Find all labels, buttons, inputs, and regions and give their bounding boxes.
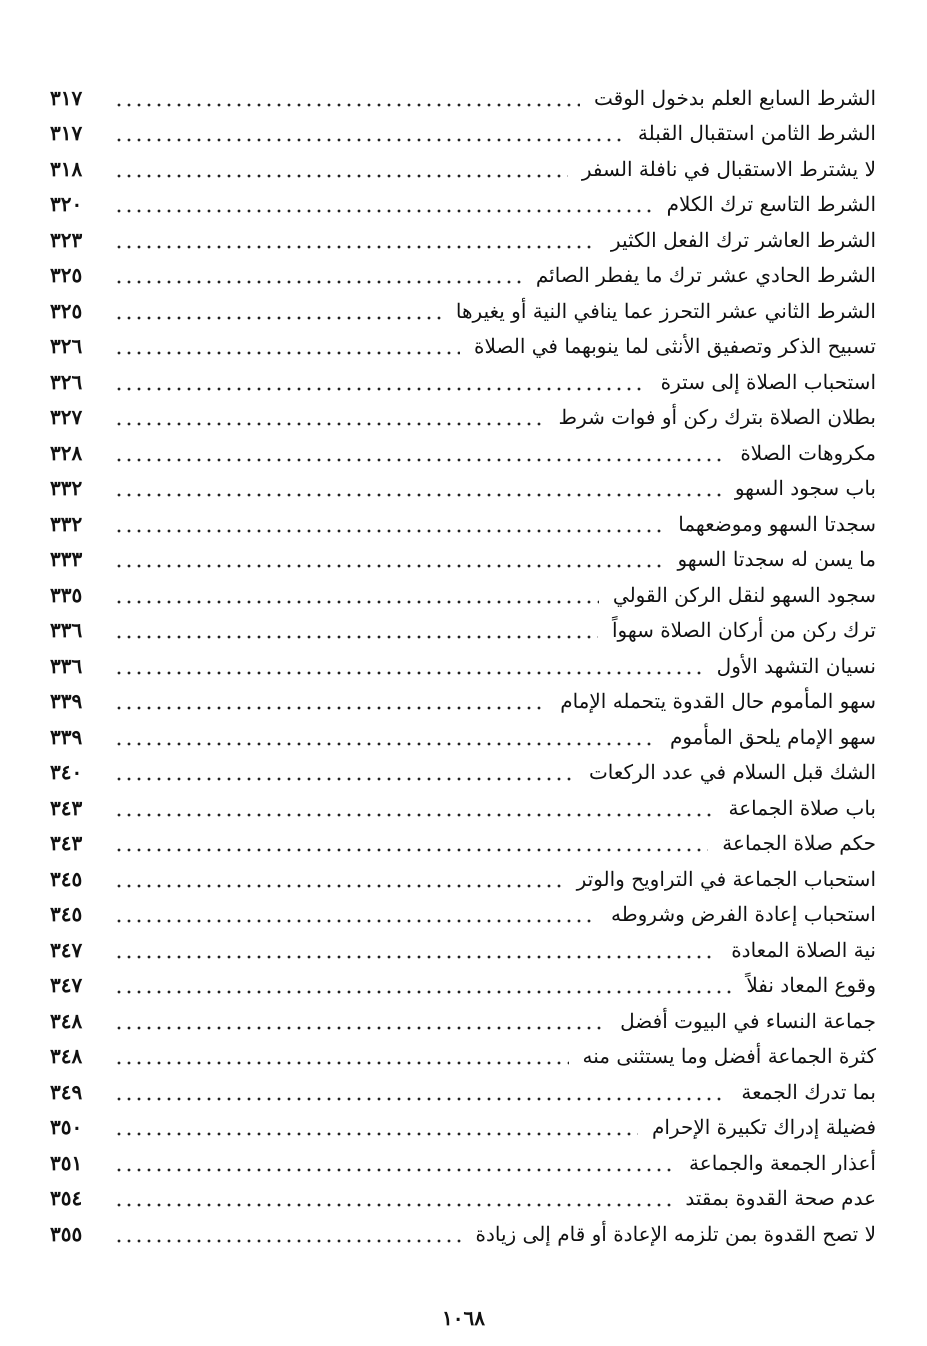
toc-entry-title: الشرط التاسع ترك الكلام — [666, 192, 876, 217]
toc-entry-page: ٣٣٩ — [50, 689, 83, 714]
toc-entry-page: ٣٢٣ — [50, 227, 83, 252]
dot-leader — [114, 1082, 727, 1102]
toc-entry-title: سجدتا السهو وموضعهما — [678, 511, 876, 536]
toc-entry-title: عدم صحة القدوة بمقتد — [685, 1186, 876, 1211]
toc-entry-page: ٣٤٥ — [50, 866, 83, 891]
toc-entry-title: استحباب الجماعة في التراويح والوتر — [576, 866, 876, 891]
toc-entry — [50, 932, 876, 968]
toc-entry-page: ٣٤٣ — [50, 831, 83, 856]
dot-leader — [114, 514, 664, 534]
toc-entry — [50, 293, 876, 329]
toc-entry — [50, 719, 876, 755]
toc-entry — [50, 80, 876, 116]
dot-leader — [114, 1046, 569, 1066]
toc-entry — [50, 577, 876, 613]
toc-entry-title: الشرط السابع العلم بدخول الوقت — [594, 85, 876, 110]
toc-entry-title: الشرط الثاني عشر التحرز عما ينافي النية أو يغيرها — [455, 298, 876, 323]
toc-entry — [50, 648, 876, 684]
dot-leader — [114, 443, 726, 463]
toc-entry-page: ٣٣٦ — [50, 653, 83, 678]
toc-entry-page: ٣٢٦ — [50, 334, 83, 359]
toc-entry-page: ٣٤٨ — [50, 1008, 83, 1033]
toc-entry — [50, 1216, 876, 1252]
dot-leader — [114, 833, 708, 853]
toc-entry — [50, 435, 876, 471]
toc-entry-page: ٣٢٨ — [50, 440, 83, 465]
dot-leader — [114, 656, 703, 676]
dot-leader — [114, 1153, 675, 1173]
toc-entry-title: ترك ركن من أركان الصلاة سهواً — [611, 618, 876, 643]
toc-entry-page: ٣٤٨ — [50, 1044, 83, 1069]
toc-entry-title: الشك قبل السلام في عدد الركعات — [588, 760, 876, 785]
toc-entry-title: لا يشترط الاستقبال في نافلة السفر — [581, 156, 876, 181]
toc-entry — [50, 1074, 876, 1110]
dot-leader — [114, 727, 656, 747]
toc-entry-page: ٣٥٠ — [50, 1115, 83, 1140]
toc-entry-page: ٣٤٧ — [50, 937, 83, 962]
toc-entry — [50, 1181, 876, 1217]
dot-leader — [114, 904, 597, 924]
dot-leader — [114, 159, 568, 179]
dot-leader — [114, 230, 597, 250]
toc-entry-title: سجود السهو لنقل الركن القولي — [612, 582, 876, 607]
toc-entry-title: سهو الإمام يلحق المأموم — [669, 724, 876, 749]
dot-leader — [114, 620, 598, 640]
toc-entry-page: ٣٣٥ — [50, 582, 83, 607]
toc-entry-title: جماعة النساء في البيوت أفضل — [620, 1008, 876, 1033]
toc-entry-page: ٣٣٩ — [50, 724, 83, 749]
toc-entry-title: الشرط الثامن استقبال القبلة — [637, 121, 876, 146]
dot-leader — [114, 869, 563, 889]
dot-leader — [114, 194, 653, 214]
toc-entry — [50, 968, 876, 1004]
toc-entry-page: ٣٣٣ — [50, 547, 83, 572]
toc-entry-page: ٣٤٧ — [50, 973, 83, 998]
toc-entry — [50, 151, 876, 187]
dot-leader — [114, 1117, 638, 1137]
toc-entry-title: لا تصح القدوة بمن تلزمه الإعادة أو قام إلى زيادة — [475, 1221, 876, 1246]
toc-entry-page: ٣٢٥ — [50, 298, 83, 323]
toc-entry-page: ٣٥٥ — [50, 1221, 83, 1246]
toc-entry-title: سهو المأموم حال القدوة يتحمله الإمام — [560, 689, 876, 714]
toc-entry-title: بطلان الصلاة بترك ركن أو فوات شرط — [558, 405, 876, 430]
dot-leader — [114, 301, 442, 321]
dot-leader — [114, 1224, 461, 1244]
dot-leader — [114, 549, 663, 569]
toc-entry-page: ٣٥٤ — [50, 1186, 83, 1211]
toc-entry — [50, 897, 876, 933]
dot-leader — [114, 940, 717, 960]
toc-entry — [50, 1145, 876, 1181]
dot-leader — [114, 762, 575, 782]
toc-entry-title: أعذار الجمعة والجماعة — [689, 1150, 876, 1175]
toc-entry-page: ٣١٨ — [50, 156, 83, 181]
toc-entry — [50, 222, 876, 258]
toc-entry — [50, 400, 876, 436]
toc-entry-page: ٣٣٢ — [50, 476, 83, 501]
toc-entry — [50, 187, 876, 223]
dot-leader — [114, 478, 721, 498]
toc-entry-page: ٣٣٢ — [50, 511, 83, 536]
dot-leader — [114, 265, 522, 285]
toc-entry — [50, 790, 876, 826]
toc-entry-page: ٣٢٧ — [50, 405, 83, 430]
dot-leader — [114, 123, 624, 143]
page-number: ١٠٦٨ — [442, 1306, 485, 1330]
dot-leader — [114, 798, 715, 818]
toc-entry-title: تسبيح الذكر وتصفيق الأنثى لما ينوبهما في الصلاة — [474, 334, 876, 359]
toc-entry-title: مكروهات الصلاة — [740, 440, 876, 465]
toc-entry-title: الشرط العاشر ترك الفعل الكثير — [610, 227, 876, 252]
toc-entry-title: نسيان التشهد الأول — [716, 653, 876, 678]
toc-entry-title: باب سجود السهو — [734, 476, 876, 501]
toc-entry-page: ٣٢٦ — [50, 369, 83, 394]
toc-entry — [50, 116, 876, 152]
toc-entry-title: استحباب إعادة الفرض وشروطه — [611, 902, 876, 927]
dot-leader — [114, 372, 647, 392]
toc-entry-title: ما يسن له سجدتا السهو — [677, 547, 876, 572]
toc-entry — [50, 613, 876, 649]
dot-leader — [114, 407, 545, 427]
toc-entry-page: ٣٢٥ — [50, 263, 83, 288]
toc-entry-title: فضيلة إدراك تكبيرة الإحرام — [651, 1115, 876, 1140]
toc-entry-title: الشرط الحادي عشر ترك ما يفطر الصائم — [535, 263, 876, 288]
toc-entry — [50, 1110, 876, 1146]
toc-entry — [50, 684, 876, 720]
toc-entry-page: ٣٤٩ — [50, 1079, 83, 1104]
table-of-contents — [50, 80, 876, 1252]
dot-leader — [114, 691, 546, 711]
toc-entry-title: باب صلاة الجماعة — [728, 795, 876, 820]
dot-leader — [114, 585, 599, 605]
dot-leader — [114, 1011, 606, 1031]
toc-entry-page: ٣٤٥ — [50, 902, 83, 927]
dot-leader — [114, 88, 580, 108]
toc-entry-title: بما تدرك الجمعة — [741, 1079, 876, 1104]
toc-entry — [50, 1039, 876, 1075]
toc-entry-page: ٣٣٦ — [50, 618, 83, 643]
toc-entry-page: ٣١٧ — [50, 121, 83, 146]
toc-entry-title: نية الصلاة المعادة — [731, 937, 876, 962]
toc-entry-page: ٣٢٠ — [50, 192, 83, 217]
toc-entry — [50, 506, 876, 542]
toc-entry-title: كثرة الجماعة أفضل وما يستثنى منه — [582, 1044, 876, 1069]
toc-entry-page: ٣١٧ — [50, 85, 83, 110]
toc-entry-title: وقوع المعاد نفلاً — [746, 973, 876, 998]
toc-entry-title: استحباب الصلاة إلى سترة — [660, 369, 876, 394]
toc-entry-title: حكم صلاة الجماعة — [722, 831, 876, 856]
toc-entry — [50, 364, 876, 400]
dot-leader — [114, 1188, 671, 1208]
toc-entry — [50, 471, 876, 507]
toc-entry — [50, 755, 876, 791]
dot-leader — [114, 975, 732, 995]
toc-entry — [50, 258, 876, 294]
toc-entry — [50, 826, 876, 862]
toc-entry-page: ٣٤٣ — [50, 795, 83, 820]
toc-entry — [50, 1003, 876, 1039]
toc-entry — [50, 542, 876, 578]
toc-entry-page: ٣٥١ — [50, 1150, 83, 1175]
toc-entry — [50, 861, 876, 897]
toc-entry-page: ٣٤٠ — [50, 760, 83, 785]
dot-leader — [114, 336, 460, 356]
toc-entry — [50, 329, 876, 365]
